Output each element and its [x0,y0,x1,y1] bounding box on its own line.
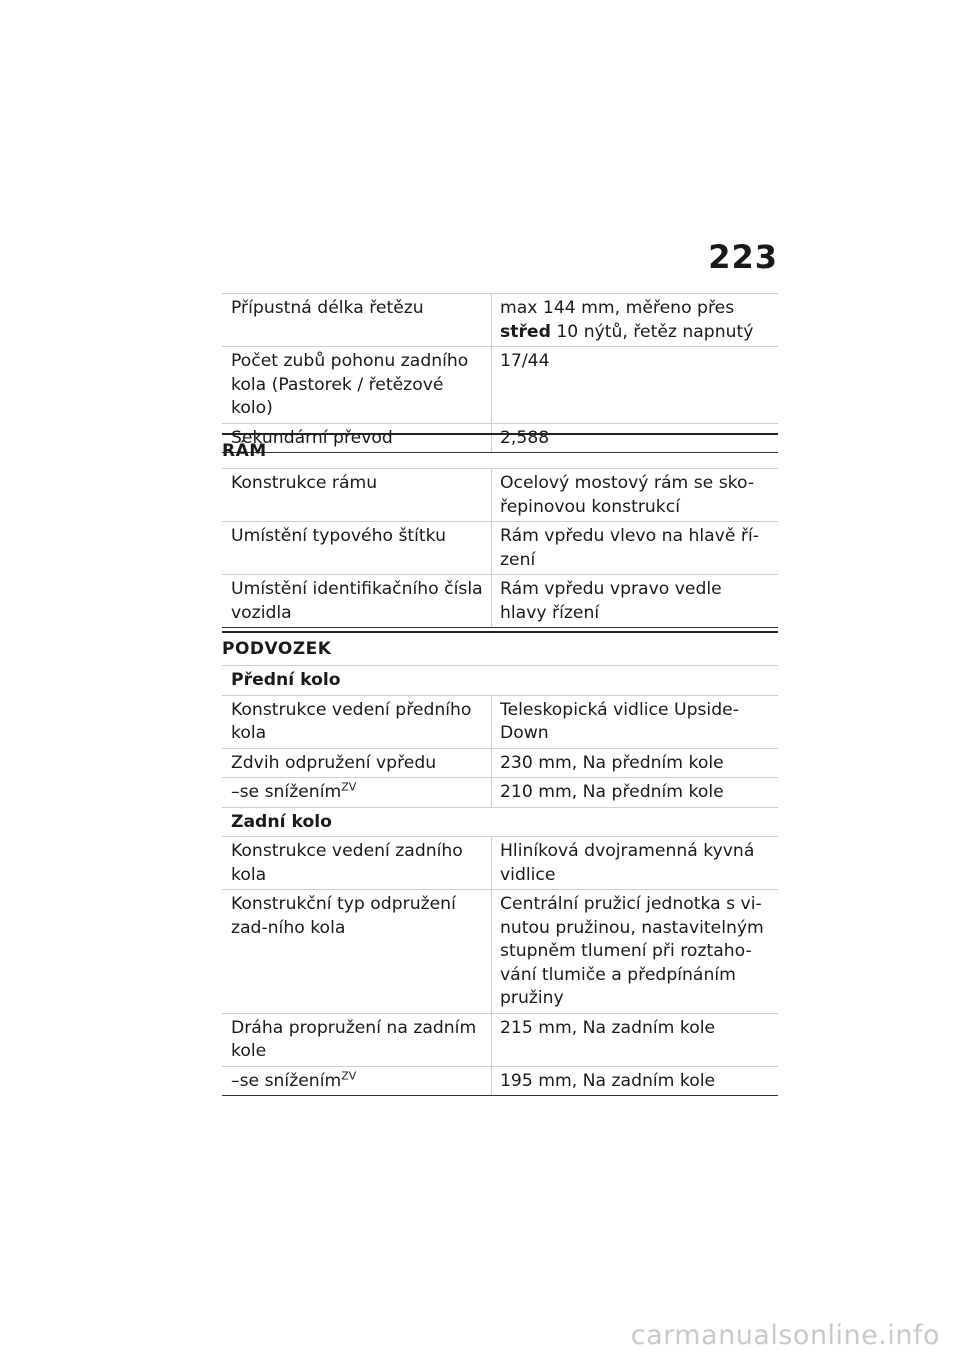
row-label: Přípustná délka řetězu [222,294,492,346]
table-row [222,347,778,424]
section-title-podvozek: PODVOZEK [222,631,778,659]
row-label: Zdvih odpružení vpředu [222,749,492,778]
row-value: Ocelový mostový rám se sko-řepinovou konstrukcí [500,473,755,517]
table-row [222,294,778,347]
footnote-marker: ZV [341,1068,357,1082]
watermark: carmanualsonline.info [630,1320,940,1351]
row-label: Konstrukční typ odpružení zad-ního kola [222,890,492,1013]
row-value: Teleskopická vidlice Upside-Down [500,699,739,743]
section-title-ram: RÁM [222,433,778,461]
table-row [222,749,778,779]
subsection-front-wheel: Přední kolo [222,666,778,696]
row-label: Konstrukce vedení předního kola [222,696,492,748]
row-label: –se snížením$^{ZV}$ [222,778,492,807]
row-label: Umístění typového štítku [222,522,492,574]
drive-table [222,293,778,453]
table-row [222,522,778,575]
row-value: Hliníková dvojramenná kyvná vidlice [500,841,755,885]
footnote-marker: ZV [341,780,357,794]
row-label: –se snížením$^{ZV}$ [222,1067,492,1096]
ram-table [222,468,778,628]
row-value: 17/44 [500,351,550,371]
table-row [222,1014,778,1067]
row-value: Rám vpředu vlevo na hlavě ří-zení [500,526,759,570]
subsection-rear-wheel: Zadní kolo [222,808,778,838]
bold-term: střed [500,321,551,342]
row-value: Centrální pružicí jednotka s vi-nutou pružinou, nastavitelným stupněm tlumení při roztaho-vání tlumiče a předpínáním pružiny [500,894,764,1008]
table-row [222,696,778,749]
page-number: 223 [708,238,778,276]
row-label: Počet zubů pohonu zadního kola (Pastorek / řetězové kolo) [222,347,492,423]
row-label: Umístění identifikačního čísla vozidla [222,575,492,627]
row-value: 210 mm, Na předním kole [500,782,724,802]
row-value: 215 mm, Na zadním kole [500,1017,716,1038]
row-value: 230 mm, Na předním kole [500,752,724,773]
table-row [222,837,778,890]
table-row [222,469,778,522]
row-label: Konstrukce vedení zadního kola [222,837,492,889]
row-value: 2,588 [500,427,550,448]
table-row [222,890,778,1014]
row-label: Konstrukce rámu [222,469,492,521]
row-label: Sekundární převod [222,424,492,453]
podvozek-table [222,665,778,1096]
row-value: max 144 mm, měřeno přes střed 10 nýtů, řetěz napnutý [500,298,754,342]
table-row [222,575,778,628]
table-row [222,778,778,808]
row-value: Rám vpředu vpravo vedle hlavy řízení [500,579,722,623]
row-value: 195 mm, Na zadním kole [500,1070,716,1091]
table-row [222,1067,778,1097]
row-label: Dráha propružení na zadním kole [222,1014,492,1066]
